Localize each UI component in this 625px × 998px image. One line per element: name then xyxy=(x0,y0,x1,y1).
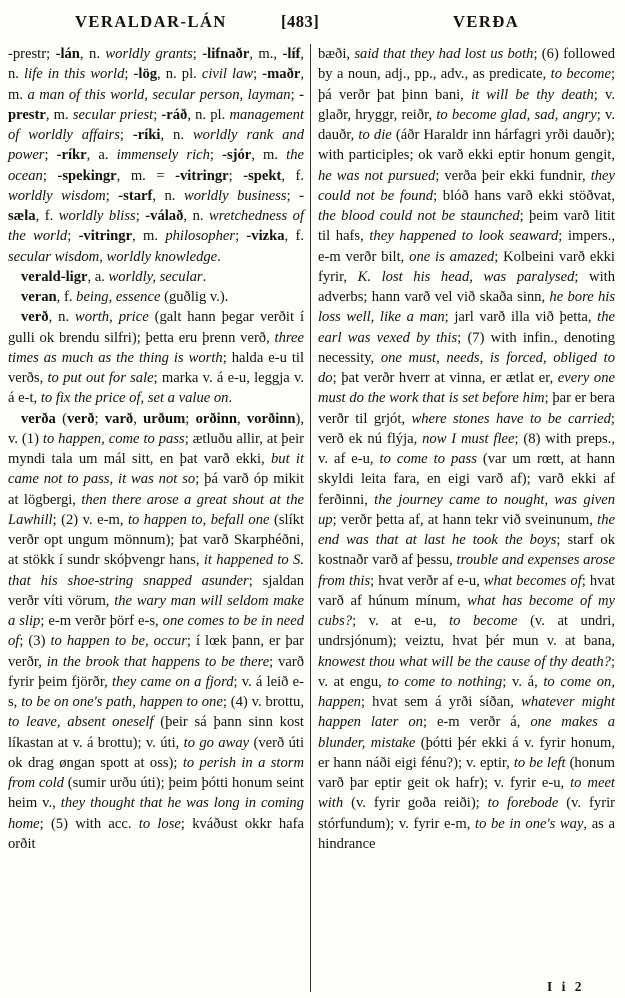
printer-signature-mark: I i 2 xyxy=(547,979,585,994)
running-head-right-headword: VERÐA xyxy=(453,12,520,31)
page-number: [483] xyxy=(281,12,320,31)
text-block xyxy=(0,44,625,992)
left-column xyxy=(0,44,310,992)
dictionary-paragraph: bæði, said that they had lost us both; (6) followed by a noun, adj., pp., adv., as predicate, to become; þá verðr þat þinn bani, it will be thy death; v. glaðr, hryggr, reiðr, to become glad, sad, angry; v. dauðr, to die (áðr Haraldr inn hárfagri yrði dauðr); with participles; ok varð ekki eptir honum gengit, he was not pursued; verða þeir ekki fundnir, they could not be found; blóð hans varð ekki stöðvat, the blood could not be staunched; þeim varð litit til hafs, they happened to look seaward; impers., e-m verðr bilt, one is amazed; Kolbeini varð ekki fyrir, K. lost his head, was paralysed; with adverbs; hann varð vel við skaða sinn, he bore his loss well, like a man; jarl varð illa við þetta, the earl was vexed by this; (7) with infin., denoting necessity, one must, needs, is forced, obliged to do; þat verðr hverr at vinna, er ætlat er, every one must do the work that is set before him; þar er bera verðr til grjót, where stones have to be carried; verð ek nú flýja, now I must flee; (8) with preps., v. af e-u, to come to pass (var um rœtt, at hann skyldi leita fara, en eigi varð af); varð ekki af ferðinni, the journey came to nought, was given up; verðr þetta af, at hann tekr við sveinunum, the end was that at last he took the boys; starf ok kostnaðr varð af þessu, trouble and expenses arose from this; hvat verðr af e-u, what becomes of; hvat varð af húnum mínum, what has become of my cubs?; v. at e-u, to become (v. at undri, undrsjónum); veiztu, hvat þér mun v. at bana, knowest thou what will be the cause of thy death?; v. at engu, to come to nothing; v. á, to come on, happen; hvat sem á yrði síðan, whatever might happen later on; e-m verðr á, one makes a blunder, mistake (þótti þér ekki á v. fyrir honum, er hann náði eigi fénu?); v. eptir, to be left (honum varð þar eptir geit ok hafr); v. fyrir e-u, to meet with (v. fyrir goða reiði); to forebode (v. fyrir stórfundum); v. fyrir e-m, to be in one's way, as a hindrance xyxy=(318,46,616,852)
running-head-left-headword: VERALDAR-LÁN xyxy=(75,12,227,31)
dictionary-paragraph: verð, n. worth, price (galt hann þegar verðit í gulli ok brendu silfri); þetta eru þrenn verð, three times as much as the thing is worth; halda e-u til verðs, to put out for sale; marka v. á e-u, leggja v. á e-t, to fix the price of, set a value on. xyxy=(8,309,305,407)
dictionary-paragraph: veran, f. being, essence (guðlig v.). xyxy=(21,289,229,305)
dictionary-paragraph: verða (verð; varð, urðum; orðinn, vorðinn), v. (1) to happen, come to pass; ætluðu allir, at þeir myndi tala um mál sitt, en þat varð ekki, but it came not to pass, it was not so; þá varð óp mikit at lögbergi, then there arose a great shout at the Lawhill; (2) v. e-m, to happen to, befall one (slíkt verðr opt ungum mönnum); þat varð Skarphéðni, at stökk í sundr skóþvengr hans, it happened to S. that his shoe-string snapped asunder; sjaldan verðr víti vörum, the wary man will seldom make a slip; e-m verðr þörf e-s, one comes to be in need of; (3) to happen to be, occur; í lœk þann, er þar verðr, in the brook that happens to be there; varð fyrir þeim fjörðr, they came on a fjord; v. á leið e-s, to be on one's path, happen to one; (4) v. brottu, to leave, absent oneself (þeir sá þann sinn kost líkastan at v. á brottu); v. úti, to go away (verð úti ok drag øngan spott at oss); to perish in a storm from cold (sumir urðu úti); þeim þótti honum seint heim v., they thought that he was long in coming home; (5) with acc. to lose; kváðust okkr hafa orðit xyxy=(8,410,305,852)
dictionary-paragraph: verald-ligr, a. worldly, secular. xyxy=(21,268,207,285)
running-head xyxy=(0,12,625,38)
dictionary-paragraph: -prestr; -lán, n. worldly grants; -lifnaðr, m., -líf, n. life in this world; -lög, n. pl. civil law; -maðr, m. a man of this world, secular person, layman; -prestr, m. secular priest; -ráð, n. pl. management of worldly affairs; -ríki, n. worldly rank and power; -ríkr, a. immensely rich; -sjór, m. the ocean; -spekingr, m. = -vitringr; -spekt, f. worldly wisdom; -starf, n. worldly business; -sæla, f. worldly bliss; -válað, n. wretchedness of the world; -vitringr, m. philosopher; -vizka, f. secular wisdom, worldly knowledge. xyxy=(8,46,305,265)
right-column xyxy=(311,44,621,992)
